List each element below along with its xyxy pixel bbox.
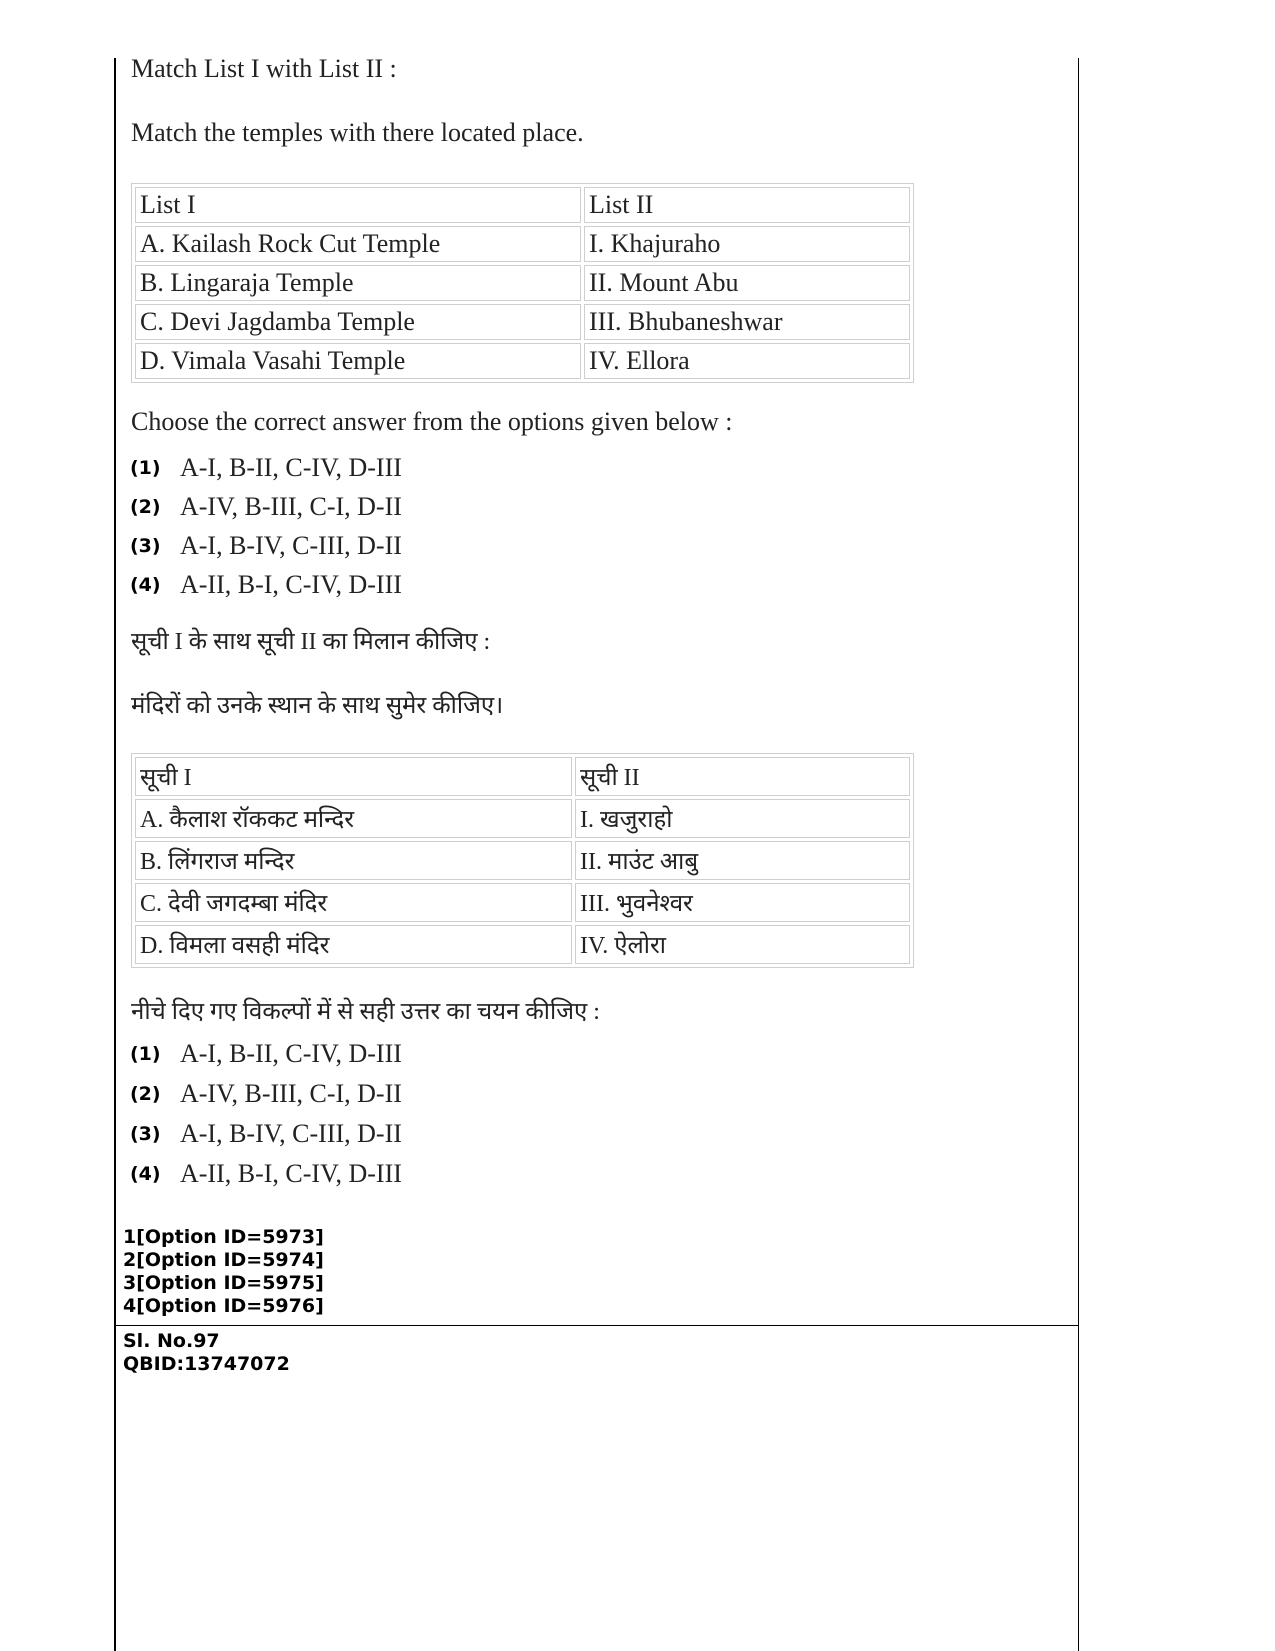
- table-cell: A. Kailash Rock Cut Temple: [135, 226, 581, 262]
- english-choose-text: Choose the correct answer from the options given below :: [131, 407, 733, 436]
- table-header-cell: सूची II: [575, 757, 910, 796]
- english-option-4: [130, 565, 402, 605]
- english-match-table: [131, 183, 914, 383]
- option-text: A-I, B-II, C-IV, D-III: [180, 453, 402, 482]
- option-text: A-II, B-I, C-IV, D-III: [180, 1159, 402, 1188]
- hindi-option-4: [130, 1154, 402, 1194]
- page-border-left: [114, 58, 116, 1651]
- table-cell: A. कैलाश रॉककट मन्दिर: [135, 799, 572, 838]
- option-number: (2): [130, 1083, 161, 1105]
- option-id-list: [123, 1226, 324, 1318]
- table-row: [135, 883, 910, 922]
- option-text: A-IV, B-III, C-I, D-II: [180, 1079, 402, 1108]
- option-number: (3): [130, 535, 161, 557]
- english-prompt: Match the temples with there located place.: [131, 118, 584, 147]
- table-row: [135, 925, 910, 964]
- table-cell: II. माउंट आबु: [575, 841, 910, 880]
- question-divider: [114, 1325, 1079, 1326]
- table-header-cell: List I: [135, 187, 581, 223]
- table-header-cell: List II: [584, 187, 910, 223]
- english-option-2: [130, 487, 402, 527]
- table-row: [135, 841, 910, 880]
- table-cell: C. Devi Jagdamba Temple: [135, 304, 581, 340]
- table-cell: III. भुवनेश्वर: [575, 883, 910, 922]
- hindi-option-2: [130, 1074, 402, 1114]
- hindi-instruction: सूची I के साथ सूची II का मिलान कीजिए :: [131, 629, 491, 655]
- table-cell: I. Khajuraho: [584, 226, 910, 262]
- english-option-1: [130, 448, 402, 488]
- qbid: QBID:13747072: [123, 1353, 290, 1375]
- table-header-row: [135, 757, 910, 796]
- table-row: [135, 304, 910, 340]
- option-number: (2): [130, 496, 161, 518]
- table-cell: D. विमला वसही मंदिर: [135, 925, 572, 964]
- table-cell: C. देवी जगदम्बा मंदिर: [135, 883, 572, 922]
- option-number: (4): [130, 574, 161, 596]
- table-row: [135, 343, 910, 379]
- table-row: [135, 799, 910, 838]
- page-border-right: [1078, 58, 1079, 1651]
- option-text: A-IV, B-III, C-I, D-II: [180, 492, 402, 521]
- option-text: A-I, B-II, C-IV, D-III: [180, 1039, 402, 1068]
- option-text: A-I, B-IV, C-III, D-II: [180, 1119, 402, 1148]
- table-cell: III. Bhubaneshwar: [584, 304, 910, 340]
- option-number: (4): [130, 1163, 161, 1185]
- hindi-match-table: [131, 753, 914, 968]
- table-cell: IV. Ellora: [584, 343, 910, 379]
- hindi-option-3: [130, 1114, 402, 1154]
- hindi-choose-text: नीचे दिए गए विकल्पों में से सही उत्तर का चयन कीजिए :: [131, 999, 600, 1025]
- hindi-prompt: मंदिरों को उनके स्थान के साथ सुमेर कीजिए।: [131, 693, 504, 719]
- table-header-row: [135, 187, 910, 223]
- hindi-option-1: [130, 1034, 402, 1074]
- option-number: (1): [130, 457, 161, 479]
- table-row: [135, 226, 910, 262]
- next-question-meta: [123, 1330, 290, 1376]
- table-cell: IV. ऐलोरा: [575, 925, 910, 964]
- table-row: [135, 265, 910, 301]
- option-id: 2[Option ID=5974]: [123, 1249, 324, 1271]
- option-id: 4[Option ID=5976]: [123, 1295, 324, 1317]
- option-id: 1[Option ID=5973]: [123, 1226, 324, 1248]
- table-cell: B. लिंगराज मन्दिर: [135, 841, 572, 880]
- table-cell: B. Lingaraja Temple: [135, 265, 581, 301]
- table-header-cell: सूची I: [135, 757, 572, 796]
- option-number: (3): [130, 1123, 161, 1145]
- table-cell: D. Vimala Vasahi Temple: [135, 343, 581, 379]
- option-id: 3[Option ID=5975]: [123, 1272, 324, 1294]
- table-cell: II. Mount Abu: [584, 265, 910, 301]
- option-text: A-II, B-I, C-IV, D-III: [180, 570, 402, 599]
- english-instruction: Match List I with List II :: [131, 54, 397, 83]
- option-number: (1): [130, 1043, 161, 1065]
- option-text: A-I, B-IV, C-III, D-II: [180, 531, 402, 560]
- table-cell: I. खजुराहो: [575, 799, 910, 838]
- english-option-3: [130, 526, 402, 566]
- serial-number: Sl. No.97: [123, 1330, 220, 1352]
